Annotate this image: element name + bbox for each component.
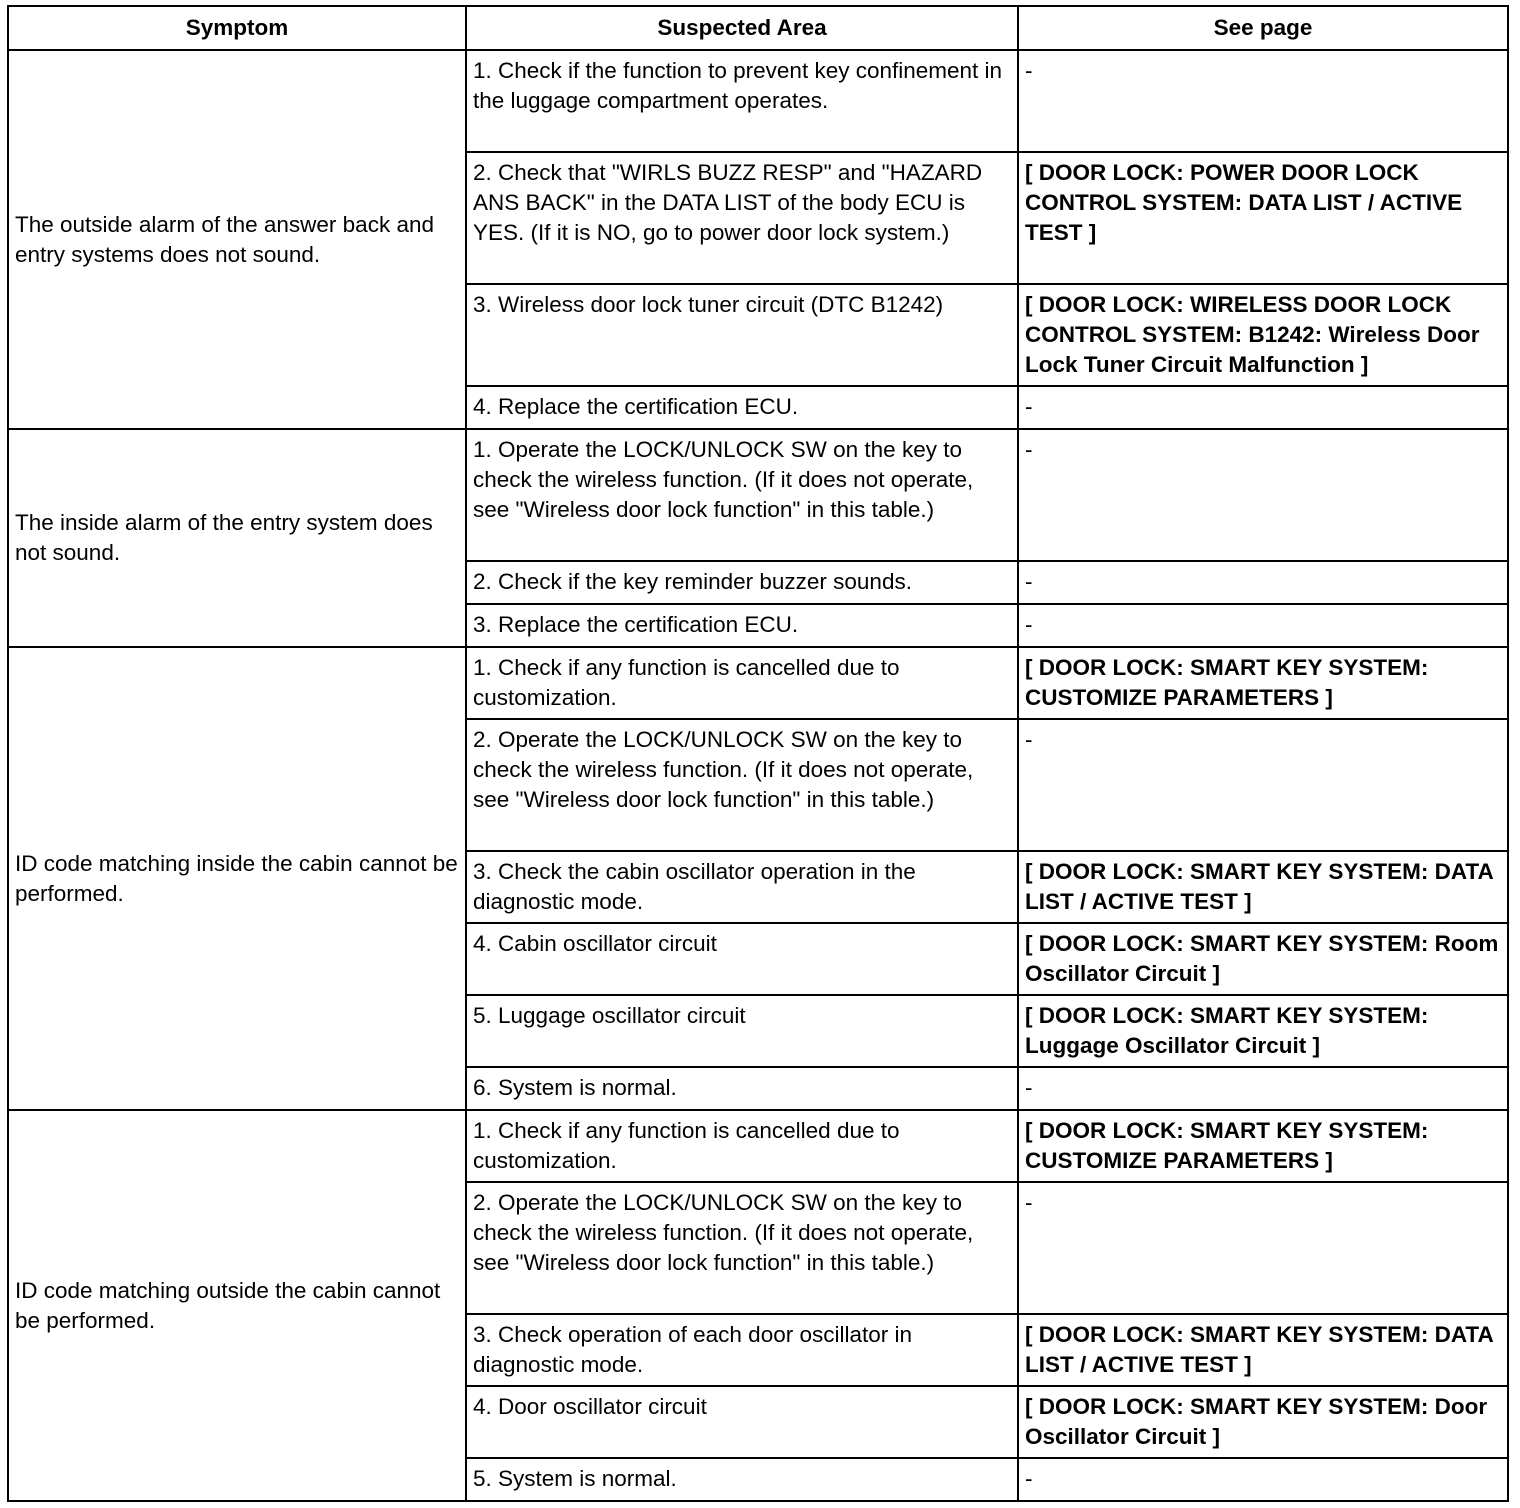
symptom-cell: The inside alarm of the entry system does not sound. [8,429,466,647]
see-page-cell: - [1018,50,1508,152]
suspected-area-cell: 1. Check if any function is cancelled due to customization. [466,647,1018,719]
see-page-cell: - [1018,1182,1508,1314]
see-page-cell: [ DOOR LOCK: SMART KEY SYSTEM: Luggage Oscillator Circuit ] [1018,995,1508,1067]
see-page-cell: - [1018,719,1508,851]
table-row [8,647,1508,719]
symptom-cell: The outside alarm of the answer back and entry systems does not sound. [8,50,466,429]
suspected-area-cell: 3. Replace the certification ECU. [466,604,1018,647]
see-page-cell: [ DOOR LOCK: SMART KEY SYSTEM: Room Oscillator Circuit ] [1018,923,1508,995]
suspected-area-cell: 2. Check that "WIRLS BUZZ RESP" and "HAZARD ANS BACK" in the DATA LIST of the body ECU is YES. (If it is NO, go to power door lock system.) [466,152,1018,284]
suspected-area-cell: 4. Door oscillator circuit [466,1386,1018,1458]
suspected-area-cell: 2. Operate the LOCK/UNLOCK SW on the key to check the wireless function. (If it does not operate, see "Wireless door lock function" in this table.) [466,719,1018,851]
suspected-area-cell: 2. Check if the key reminder buzzer sounds. [466,561,1018,604]
suspected-area-cell: 3. Wireless door lock tuner circuit (DTC B1242) [466,284,1018,386]
symptom-cell: ID code matching inside the cabin cannot be performed. [8,647,466,1110]
suspected-area-cell: 4. Replace the certification ECU. [466,386,1018,429]
see-page-cell: [ DOOR LOCK: SMART KEY SYSTEM: DATA LIST / ACTIVE TEST ] [1018,1314,1508,1386]
see-page-cell: - [1018,561,1508,604]
suspected-area-cell: 6. System is normal. [466,1067,1018,1110]
see-page-cell: - [1018,1067,1508,1110]
see-page-cell: [ DOOR LOCK: WIRELESS DOOR LOCK CONTROL SYSTEM: B1242: Wireless Door Lock Tuner Circuit Malfunction ] [1018,284,1508,386]
see-page-cell: [ DOOR LOCK: POWER DOOR LOCK CONTROL SYSTEM: DATA LIST / ACTIVE TEST ] [1018,152,1508,284]
header-symptom: Symptom [8,6,466,50]
suspected-area-cell: 5. Luggage oscillator circuit [466,995,1018,1067]
see-page-cell: [ DOOR LOCK: SMART KEY SYSTEM: DATA LIST / ACTIVE TEST ] [1018,851,1508,923]
table-row [8,50,1508,152]
symptom-cell: ID code matching outside the cabin cannot be performed. [8,1110,466,1501]
suspected-area-cell: 1. Check if the function to prevent key confinement in the luggage compartment operates. [466,50,1018,152]
suspected-area-cell: 5. System is normal. [466,1458,1018,1501]
suspected-area-cell: 4. Cabin oscillator circuit [466,923,1018,995]
header-suspected-area: Suspected Area [466,6,1018,50]
see-page-cell: [ DOOR LOCK: SMART KEY SYSTEM: CUSTOMIZE PARAMETERS ] [1018,1110,1508,1182]
troubleshooting-table [7,5,1509,1502]
see-page-cell: - [1018,429,1508,561]
see-page-cell: - [1018,386,1508,429]
see-page-cell: - [1018,1458,1508,1501]
suspected-area-cell: 3. Check the cabin oscillator operation in the diagnostic mode. [466,851,1018,923]
table-row [8,429,1508,561]
header-row [8,6,1508,50]
see-page-cell: [ DOOR LOCK: SMART KEY SYSTEM: CUSTOMIZE PARAMETERS ] [1018,647,1508,719]
suspected-area-cell: 2. Operate the LOCK/UNLOCK SW on the key to check the wireless function. (If it does not operate, see "Wireless door lock function" in this table.) [466,1182,1018,1314]
suspected-area-cell: 3. Check operation of each door oscillator in diagnostic mode. [466,1314,1018,1386]
see-page-cell: - [1018,604,1508,647]
table-row [8,1110,1508,1182]
header-see-page: See page [1018,6,1508,50]
see-page-cell: [ DOOR LOCK: SMART KEY SYSTEM: Door Oscillator Circuit ] [1018,1386,1508,1458]
suspected-area-cell: 1. Operate the LOCK/UNLOCK SW on the key to check the wireless function. (If it does not operate, see "Wireless door lock function" in this table.) [466,429,1018,561]
suspected-area-cell: 1. Check if any function is cancelled due to customization. [466,1110,1018,1182]
